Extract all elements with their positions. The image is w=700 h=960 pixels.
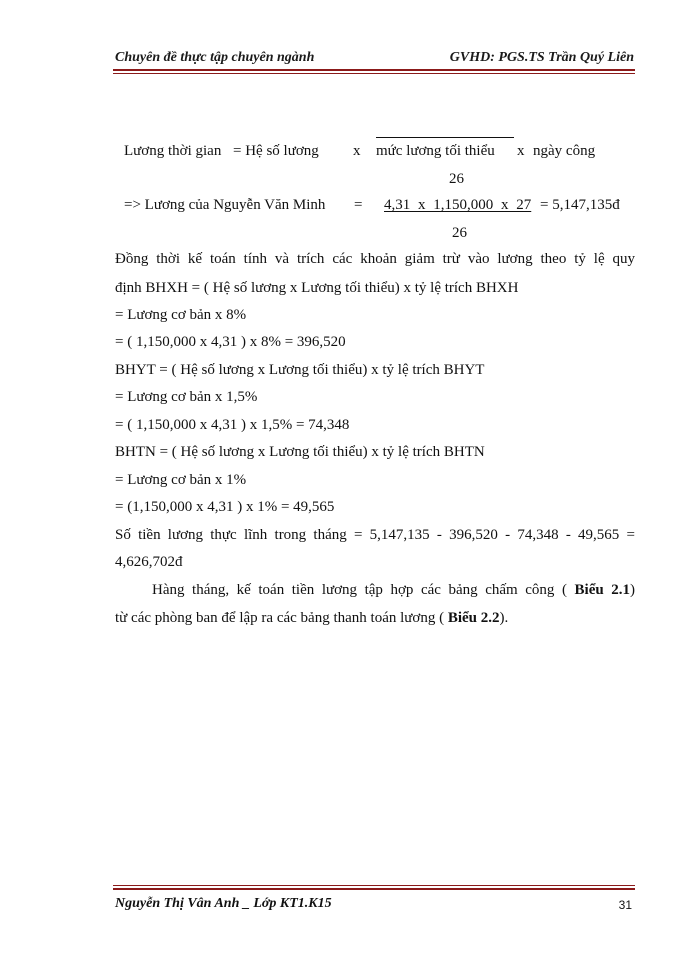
formula2-label: => Lương của Nguyễn Văn Minh: [124, 197, 326, 213]
footer-author: Nguyễn Thị Vân Anh _ Lớp KT1.K15: [115, 896, 332, 911]
bhtn-basic: = Lương cơ bản x 1%: [115, 472, 247, 488]
bhtn-calc: = (1,150,000 x 4,31 ) x 1% = 49,565: [115, 499, 335, 515]
footer-rule-thick: [113, 888, 635, 890]
net-salary-line2: 4,626,702đ: [115, 554, 183, 570]
formula1-coefficient: = Hệ số lương: [233, 143, 319, 159]
formula1-label: Lương thời gian: [124, 143, 222, 159]
formula1-times-1: x: [353, 143, 361, 159]
page-number: 31: [618, 898, 632, 912]
paragraph2-line2: từ các phòng ban để lập ra các bảng thanh toán lương ( Biểu 2.2).: [115, 610, 509, 626]
net-salary-line1: Số tiền lương thực lĩnh trong tháng = 5,147,135 - 396,520 - 74,348 - 49,565 =: [115, 527, 635, 543]
header-advisor: GVHD: PGS.TS Trần Quý Liên: [449, 50, 634, 65]
header-rule-thin: [113, 73, 635, 74]
ref-bieu-2-2: Biểu 2.2: [447, 610, 500, 626]
bhtn-definition: BHTN = ( Hệ số lương x Lương tối thiểu) x tỷ lệ trích BHTN: [115, 444, 485, 460]
formula2-result: = 5,147,135đ: [540, 197, 620, 213]
paragraph1-line2: định BHXH = ( Hệ số lương x Lương tối thiểu) x tỷ lệ trích BHXH: [115, 280, 519, 296]
formula1-numerator: mức lương tối thiểu: [376, 143, 495, 159]
ref-bieu-2-1: Biểu 2.1: [574, 582, 630, 598]
formula1-fraction-bar: [376, 137, 514, 138]
formula1-times-2: x: [517, 143, 525, 159]
formula1-workdays: ngày công: [533, 143, 596, 159]
bhxh-calc: = ( 1,150,000 x 4,31 ) x 8% = 396,520: [115, 334, 346, 350]
header-title: Chuyên đề thực tập chuyên ngành: [115, 50, 315, 65]
bhxh-basic: = Lương cơ bản x 8%: [115, 307, 247, 323]
formula2-denominator: 26: [452, 225, 467, 241]
bhyt-basic: = Lương cơ bản x 1,5%: [115, 389, 258, 405]
paragraph1-line1: Đồng thời kế toán tính và trích các khoản giảm trừ vào lương theo tỷ lệ quy: [115, 251, 635, 267]
formula2-equals: =: [354, 197, 363, 213]
paragraph2-line1: Hàng tháng, kế toán tiền lương tập hợp các bảng chấm công ( Biểu 2.1): [152, 582, 635, 598]
formula1-denominator: 26: [449, 171, 464, 187]
formula2-numerator: 4,31 x 1,150,000 x 27: [384, 197, 532, 213]
bhyt-definition: BHYT = ( Hệ số lương x Lương tối thiểu) x tỷ lệ trích BHYT: [115, 362, 485, 378]
footer-rule-thin: [113, 885, 635, 886]
bhyt-calc: = ( 1,150,000 x 4,31 ) x 1,5% = 74,348: [115, 417, 350, 433]
header-rule-thick: [113, 69, 635, 71]
